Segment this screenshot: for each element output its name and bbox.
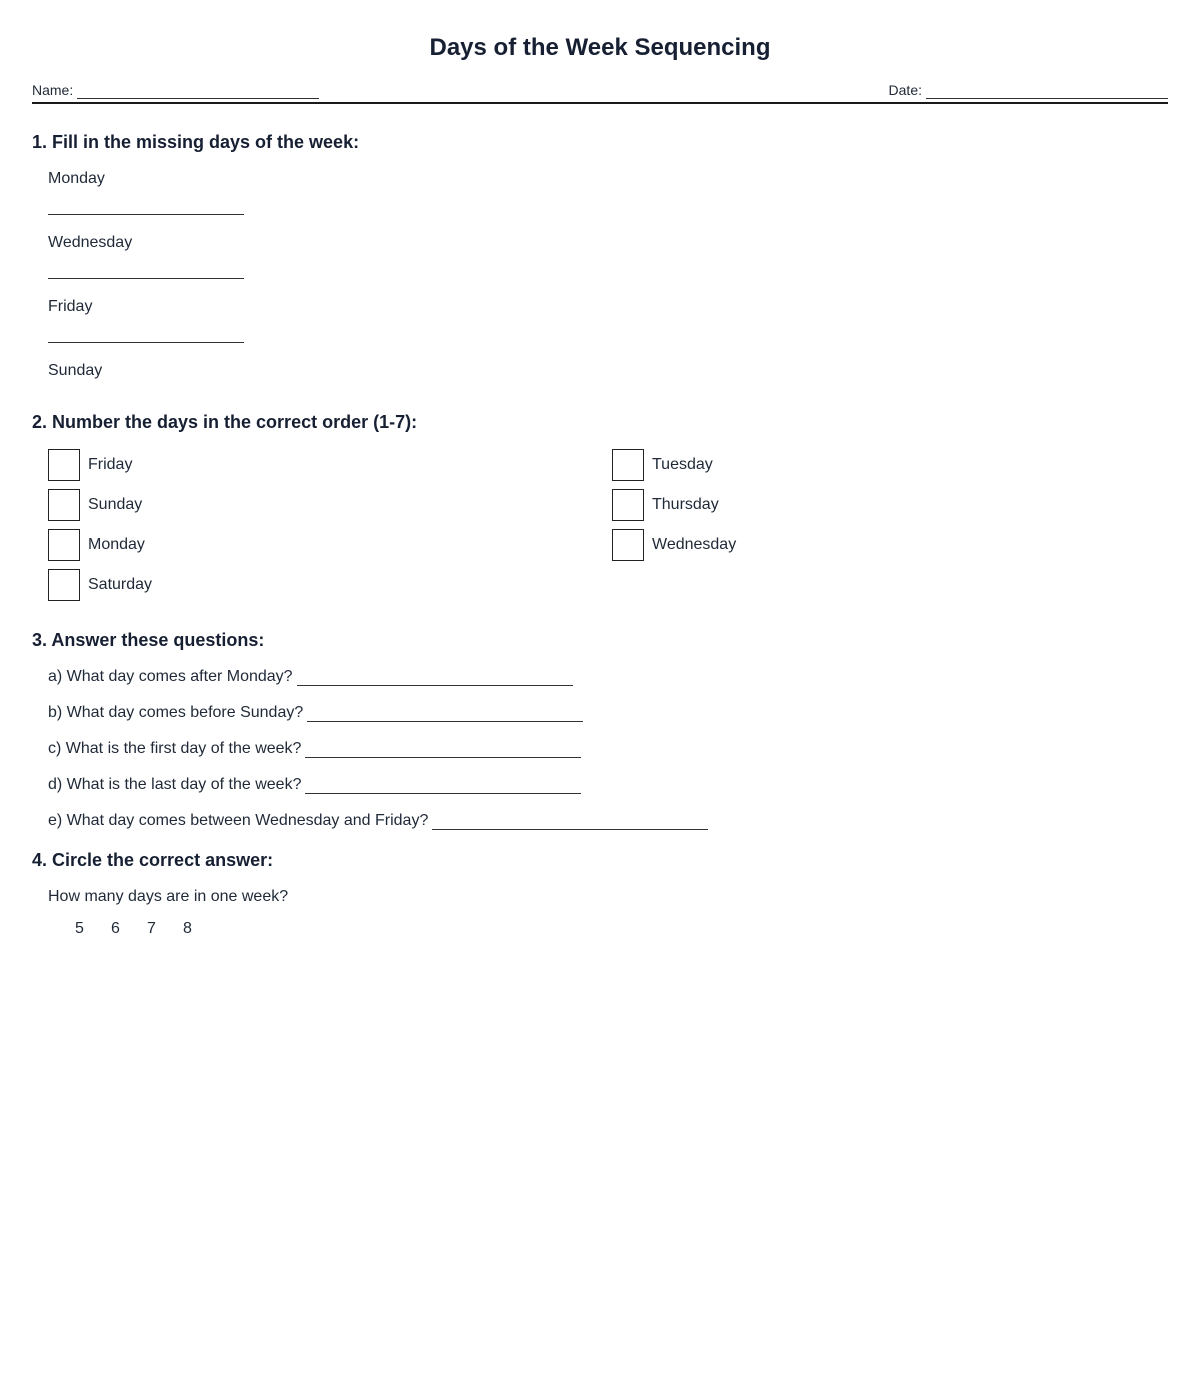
fill-in-list <box>48 169 1168 381</box>
order-number-box[interactable] <box>612 529 644 561</box>
order-day-label: Tuesday <box>652 456 713 473</box>
worksheet-page <box>32 0 1168 939</box>
question-item <box>48 703 1168 739</box>
page-title: Days of the Week Sequencing <box>429 34 771 61</box>
question-item <box>48 811 1168 847</box>
question-text: a) What day comes after Monday? <box>48 668 293 685</box>
list-item <box>48 169 1168 233</box>
answer-blank[interactable] <box>305 739 581 758</box>
order-item <box>612 449 1112 481</box>
date-input-line[interactable] <box>926 84 1168 99</box>
answer-option[interactable]: 5 <box>75 920 84 937</box>
missing-day-blank[interactable] <box>48 213 244 215</box>
date-field <box>889 81 1168 99</box>
order-item <box>48 449 612 481</box>
order-day-label: Wednesday <box>652 536 737 553</box>
answer-options <box>75 919 1168 939</box>
list-item <box>48 297 1168 361</box>
name-input-line[interactable] <box>77 84 319 99</box>
question-item <box>48 739 1168 775</box>
answer-option[interactable]: 6 <box>111 920 120 937</box>
order-day-label: Friday <box>88 456 133 473</box>
order-number-box[interactable] <box>612 449 644 481</box>
header-divider <box>32 102 1168 104</box>
answer-blank[interactable] <box>297 667 573 686</box>
order-number-box[interactable] <box>48 569 80 601</box>
order-item <box>48 529 612 561</box>
section-1-heading: 1. Fill in the missing days of the week: <box>32 132 360 152</box>
day-label: Sunday <box>48 362 103 379</box>
order-number-box[interactable] <box>612 489 644 521</box>
order-item <box>48 489 612 521</box>
name-field <box>32 81 319 99</box>
question-item <box>48 775 1168 811</box>
order-item <box>48 569 612 601</box>
order-day-label: Sunday <box>88 496 143 513</box>
date-label: Date: <box>888 82 922 98</box>
order-number-box[interactable] <box>48 449 80 481</box>
answer-blank[interactable] <box>307 703 583 722</box>
question-list <box>48 667 1168 847</box>
day-label: Monday <box>48 170 105 187</box>
answer-blank[interactable] <box>305 775 581 794</box>
order-day-label: Monday <box>88 536 145 553</box>
question-item <box>48 667 1168 703</box>
answer-option[interactable]: 8 <box>183 920 192 937</box>
order-grid <box>48 449 1168 601</box>
section-2-heading: 2. Number the days in the correct order (1-7): <box>32 412 418 432</box>
circle-question-text: How many days are in one week? <box>48 888 289 905</box>
order-item <box>612 489 1112 521</box>
order-day-label: Thursday <box>652 496 719 513</box>
header-row <box>32 81 1168 99</box>
order-number-box[interactable] <box>48 529 80 561</box>
question-text: c) What is the first day of the week? <box>48 740 302 757</box>
missing-day-blank[interactable] <box>48 277 244 279</box>
missing-day-blank[interactable] <box>48 341 244 343</box>
name-label: Name: <box>32 82 74 98</box>
question-text: d) What is the last day of the week? <box>48 776 302 793</box>
answer-blank[interactable] <box>432 811 708 830</box>
order-number-box[interactable] <box>48 489 80 521</box>
order-day-label: Saturday <box>88 576 153 593</box>
section-3-heading: 3. Answer these questions: <box>32 630 265 650</box>
answer-option[interactable]: 7 <box>147 920 156 937</box>
circle-answer-block <box>48 887 1168 939</box>
day-label: Wednesday <box>48 234 133 251</box>
list-item <box>48 233 1168 297</box>
question-text: e) What day comes between Wednesday and Friday? <box>48 812 429 829</box>
list-item <box>48 361 1168 381</box>
day-label: Friday <box>48 298 93 315</box>
section-4-heading: 4. Circle the correct answer: <box>32 850 274 870</box>
question-text: b) What day comes before Sunday? <box>48 704 304 721</box>
order-item <box>612 529 1112 561</box>
